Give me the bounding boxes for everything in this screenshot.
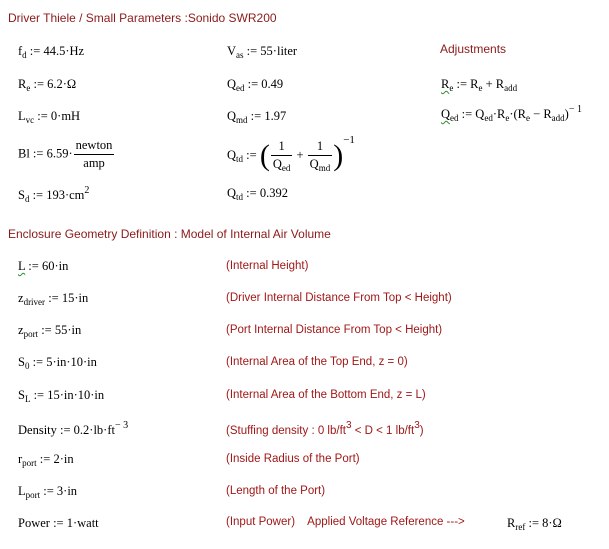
value: := 0.2·lb·ft — [56, 423, 115, 437]
desc-z-port: (Port Internal Distance From Top < Height) — [226, 324, 443, 336]
eq-power[interactable] — [18, 516, 99, 531]
right-paren: ) — [333, 139, 344, 173]
eq-qtd[interactable] — [227, 186, 288, 202]
var-sub: port — [23, 329, 39, 339]
var-sub: port — [25, 490, 41, 500]
left-paren: ( — [259, 139, 270, 173]
var: f — [18, 44, 23, 58]
desc-z-driver: (Driver Internal Distance From Top < Height) — [226, 292, 452, 304]
var-sub: ref — [515, 522, 526, 532]
value: := 55·in — [38, 323, 82, 337]
denominator — [271, 156, 293, 173]
desc-part: ) — [419, 425, 424, 437]
desc-density — [226, 420, 424, 437]
term-sub: e — [478, 83, 483, 93]
value: := 8·Ω — [525, 516, 562, 530]
exponent: −1 — [343, 134, 355, 146]
var: r — [18, 452, 23, 466]
var-sub: as — [236, 50, 244, 60]
desc-sl: (Internal Area of the Bottom End, z = L) — [226, 389, 426, 401]
var: R — [18, 77, 27, 91]
fraction-1 — [271, 139, 293, 173]
var-sub: d — [24, 194, 30, 204]
desc-r-port: (Inside Radius of the Port) — [226, 453, 360, 465]
exponent: 2 — [84, 185, 90, 196]
eq-qed[interactable] — [227, 77, 283, 93]
eq-re-adjust[interactable] — [441, 77, 517, 93]
var: L — [18, 109, 26, 123]
eq-l-port[interactable] — [18, 484, 77, 500]
term-sub: ed — [484, 113, 493, 123]
var-sub: td — [236, 154, 244, 164]
value: := 0.49 — [244, 77, 284, 91]
value: := 0.392 — [243, 186, 288, 200]
var-sub: vc — [25, 115, 35, 125]
term-sub: add — [504, 83, 518, 93]
var: L — [18, 259, 26, 273]
term: ·(R — [509, 107, 527, 121]
value: := 193·cm — [29, 188, 85, 202]
var: z — [18, 291, 24, 305]
eq-qtd-formula[interactable] — [227, 134, 355, 173]
exponent: − 1 — [568, 104, 582, 115]
eq-sd[interactable] — [18, 185, 89, 204]
eq-qed-adjust[interactable] — [441, 104, 582, 123]
var: S — [18, 355, 25, 369]
var-sub: port — [22, 458, 37, 468]
var: $Q_{ed}$ — [441, 107, 459, 123]
value: := 3·in — [40, 484, 78, 498]
term: ·R — [492, 107, 506, 121]
term: ) — [564, 107, 569, 121]
eq-s0[interactable] — [18, 355, 97, 371]
term-sub: e — [505, 113, 510, 123]
term: − R — [530, 107, 552, 121]
value: := 6.2·Ω — [30, 77, 77, 91]
adjustments-heading: Adjustments — [440, 42, 507, 56]
var: Q — [309, 157, 319, 172]
var-sub: 0 — [24, 361, 30, 371]
var: z — [18, 323, 24, 337]
eq-r-port[interactable] — [18, 452, 74, 468]
var: Q — [272, 157, 282, 172]
term: + R — [482, 77, 505, 91]
desc-height: (Internal Height) — [226, 260, 309, 272]
var-sub: L — [24, 394, 31, 404]
eq-re[interactable] — [18, 77, 76, 93]
enclosure-heading: Enclosure Geometry Definition : Model of Internal Air Volume — [8, 227, 331, 241]
var: Power — [18, 516, 50, 530]
value: := 15·in — [45, 291, 89, 305]
fraction-2 — [308, 139, 333, 173]
denominator — [308, 156, 333, 173]
desc-exponent: 3 — [345, 420, 352, 431]
var: Q — [227, 77, 237, 91]
eq-z-port[interactable] — [18, 323, 81, 339]
var-sub: d — [22, 50, 27, 60]
plus-sign: + — [296, 148, 304, 162]
var: R — [507, 516, 516, 530]
value: := 44.5·Hz — [26, 44, 85, 58]
var: Q — [227, 109, 237, 123]
var-sub: ed — [281, 163, 291, 174]
var-sub: driver — [23, 297, 46, 307]
denominator: amp — [83, 156, 105, 170]
eq-density[interactable] — [18, 420, 128, 438]
var: $R_e$ — [441, 77, 454, 93]
desc-l-port: (Length of the Port) — [226, 485, 326, 497]
var-sub: e — [26, 83, 31, 93]
desc-exponent: 3 — [414, 420, 420, 431]
var: Q — [227, 148, 237, 162]
value: := 55·liter — [243, 44, 298, 58]
value: := 60·in — [25, 259, 69, 273]
var-sub: md — [318, 163, 331, 174]
var: S — [18, 388, 25, 402]
var: L — [18, 484, 26, 498]
eq-z-driver[interactable] — [18, 291, 88, 307]
eq-bl[interactable] — [18, 138, 115, 171]
var-sub: td — [236, 192, 244, 202]
desc-s0: (Internal Area of the Top End, z = 0) — [226, 356, 408, 368]
numerator: 1 — [271, 139, 293, 156]
term: := R — [453, 77, 479, 91]
value: := 2·in — [36, 452, 74, 466]
term-sub: e — [526, 113, 531, 123]
assign: := — [243, 148, 260, 162]
eq-sl[interactable] — [18, 388, 104, 404]
var: S — [18, 188, 25, 202]
term-sub: add — [551, 113, 565, 123]
fraction — [74, 138, 115, 171]
eq-lvc[interactable] — [18, 109, 80, 125]
driver-params-heading: Driver Thiele / Small Parameters :Sonido SWR200 — [8, 11, 277, 25]
var: Q — [227, 186, 237, 200]
var: Density — [18, 423, 57, 437]
desc-part: < D < 1 lb/ft — [351, 425, 415, 437]
term: := Q — [458, 107, 485, 121]
numerator: newton — [74, 138, 115, 155]
numerator: 1 — [308, 139, 333, 156]
eq-r-ref[interactable] — [507, 516, 562, 532]
eq-qmd[interactable] — [227, 109, 286, 125]
value: := 1·watt — [49, 516, 99, 530]
value: := 1.97 — [247, 109, 287, 123]
value: := 15·in·10·in — [30, 388, 105, 402]
value: Bl := 6.59· — [18, 146, 73, 161]
var-sub: ed — [236, 83, 245, 93]
desc-part: (Stuffing density : 0 lb/ft — [226, 425, 346, 437]
value: := 0·mH — [34, 109, 81, 123]
var-sub: md — [236, 115, 248, 125]
exponent: − 3 — [114, 420, 129, 431]
eq-vas[interactable] — [227, 44, 297, 60]
desc-power: (Input Power) Applied Voltage Reference ---> — [226, 516, 465, 528]
var: V — [227, 44, 237, 58]
eq-fd[interactable] — [18, 44, 84, 60]
eq-height[interactable] — [18, 259, 68, 274]
value: := 5·in·10·in — [29, 355, 97, 369]
